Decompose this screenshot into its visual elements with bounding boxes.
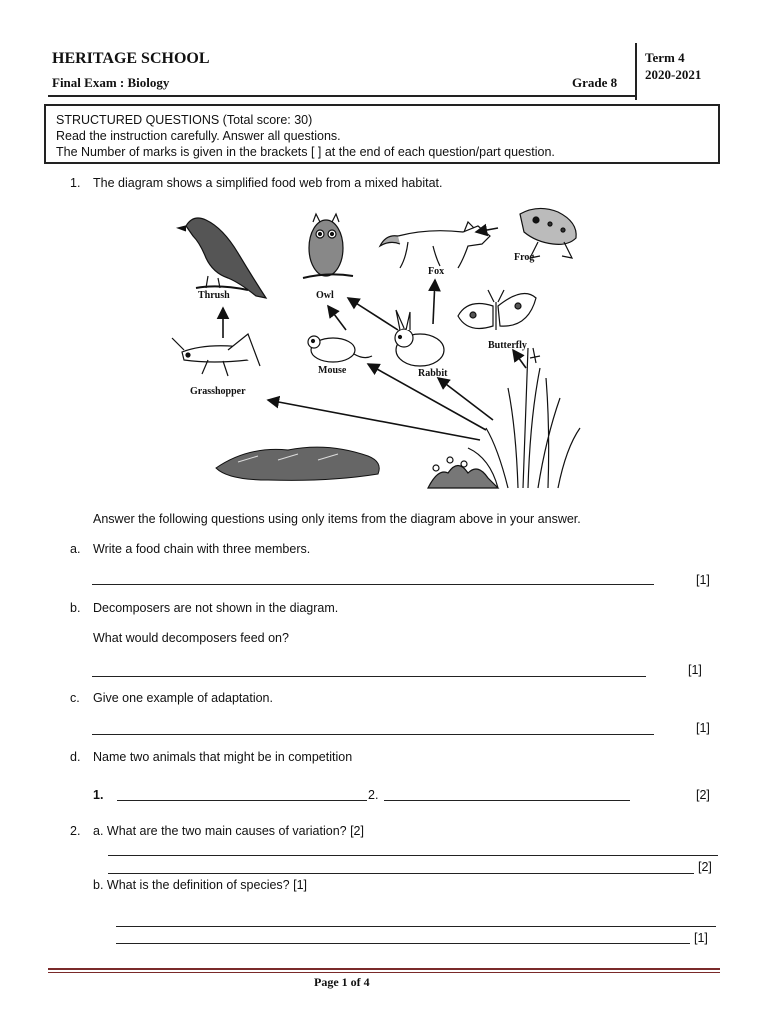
q1c-label: c. bbox=[70, 691, 80, 705]
thrush-illustration bbox=[178, 218, 266, 298]
owl-illustration bbox=[303, 214, 353, 278]
grasshopper-illustration bbox=[172, 334, 260, 376]
footer-rule-thick bbox=[48, 968, 720, 970]
q1b-text2: What would decomposers feed on? bbox=[93, 631, 289, 645]
school-name: HERITAGE SCHOOL bbox=[52, 50, 210, 67]
instructions-line-2: Read the instruction carefully. Answer all questions. bbox=[56, 129, 341, 143]
grass-illustration bbox=[428, 348, 580, 488]
q1c-text: Give one example of adaptation. bbox=[93, 691, 273, 705]
q2a-answer-line-2[interactable] bbox=[108, 873, 694, 874]
q1a-answer-line[interactable] bbox=[92, 584, 654, 585]
q1d-answer-line-2[interactable] bbox=[384, 800, 630, 801]
mouse-illustration bbox=[308, 336, 372, 362]
q1b-mark: [1] bbox=[688, 663, 702, 677]
q1d-answer-line-1[interactable] bbox=[117, 800, 367, 801]
butterfly-illustration bbox=[458, 290, 536, 330]
q2a-text: a. What are the two main causes of variation? [2] bbox=[93, 824, 364, 838]
q1d-num2: 2. bbox=[368, 788, 379, 802]
food-web-arrows bbox=[223, 228, 526, 440]
label-rabbit: Rabbit bbox=[418, 368, 448, 379]
label-fox: Fox bbox=[428, 266, 445, 277]
fox-illustration bbox=[380, 222, 490, 268]
grade-label: Grade 8 bbox=[572, 75, 618, 90]
q2a-mark: [2] bbox=[698, 860, 712, 874]
q2a-answer-line-1[interactable] bbox=[108, 855, 718, 856]
q1d-text: Name two animals that might be in competition bbox=[93, 750, 353, 764]
label-thrush: Thrush bbox=[198, 290, 230, 301]
page-number: Page 1 of 4 bbox=[314, 975, 370, 989]
q2b-text: b. What is the definition of species? [1] bbox=[93, 878, 308, 892]
q2b-mark: [1] bbox=[694, 931, 708, 945]
food-web-diagram bbox=[168, 198, 598, 503]
q1b-text: Decomposers are not shown in the diagram. bbox=[93, 601, 339, 615]
label-owl: Owl bbox=[316, 290, 334, 301]
label-butterfly: Butterfly bbox=[488, 340, 527, 351]
footer-rule-thin bbox=[48, 972, 720, 973]
term-label: Term 4 bbox=[645, 50, 685, 65]
frog-illustration bbox=[520, 208, 576, 258]
q1a-label: a. bbox=[70, 542, 81, 556]
year-label: 2020-2021 bbox=[645, 67, 702, 82]
instructions-box bbox=[44, 104, 720, 164]
q2b-answer-line-2[interactable] bbox=[116, 943, 690, 944]
label-grasshopper: Grasshopper bbox=[190, 386, 246, 397]
instructions-line-1: STRUCTURED QUESTIONS (Total score: 30) bbox=[56, 113, 313, 127]
q1-text: The diagram shows a simplified food web from a mixed habitat. bbox=[93, 176, 443, 190]
q1b-answer-line[interactable] bbox=[92, 676, 646, 677]
q1d-mark: [2] bbox=[696, 788, 710, 802]
label-mouse: Mouse bbox=[318, 365, 347, 376]
q1a-text: Write a food chain with three members. bbox=[93, 542, 311, 556]
q1d-num1: 1. bbox=[93, 788, 104, 802]
q1-number: 1. bbox=[70, 176, 81, 190]
q1d-label: d. bbox=[70, 750, 81, 764]
instructions-line-3: The Number of marks is given in the brackets [ ] at the end of each question/part question. bbox=[56, 145, 555, 159]
q1-intro: Answer the following questions using only items from the diagram above in your answer. bbox=[93, 512, 581, 526]
q1b-label: b. bbox=[70, 601, 81, 615]
q2-number: 2. bbox=[70, 824, 81, 838]
header-divider-horizontal bbox=[48, 95, 637, 97]
q1c-answer-line[interactable] bbox=[92, 734, 654, 735]
label-frog: Frog bbox=[514, 252, 535, 263]
q1a-mark: [1] bbox=[696, 573, 710, 587]
q1c-mark: [1] bbox=[696, 721, 710, 735]
dead-matter-illustration bbox=[216, 447, 379, 480]
header-divider-vertical bbox=[635, 43, 637, 100]
q2b-answer-line-1[interactable] bbox=[116, 926, 716, 927]
exam-title: Final Exam : Biology bbox=[52, 75, 170, 90]
rabbit-illustration bbox=[395, 310, 444, 366]
